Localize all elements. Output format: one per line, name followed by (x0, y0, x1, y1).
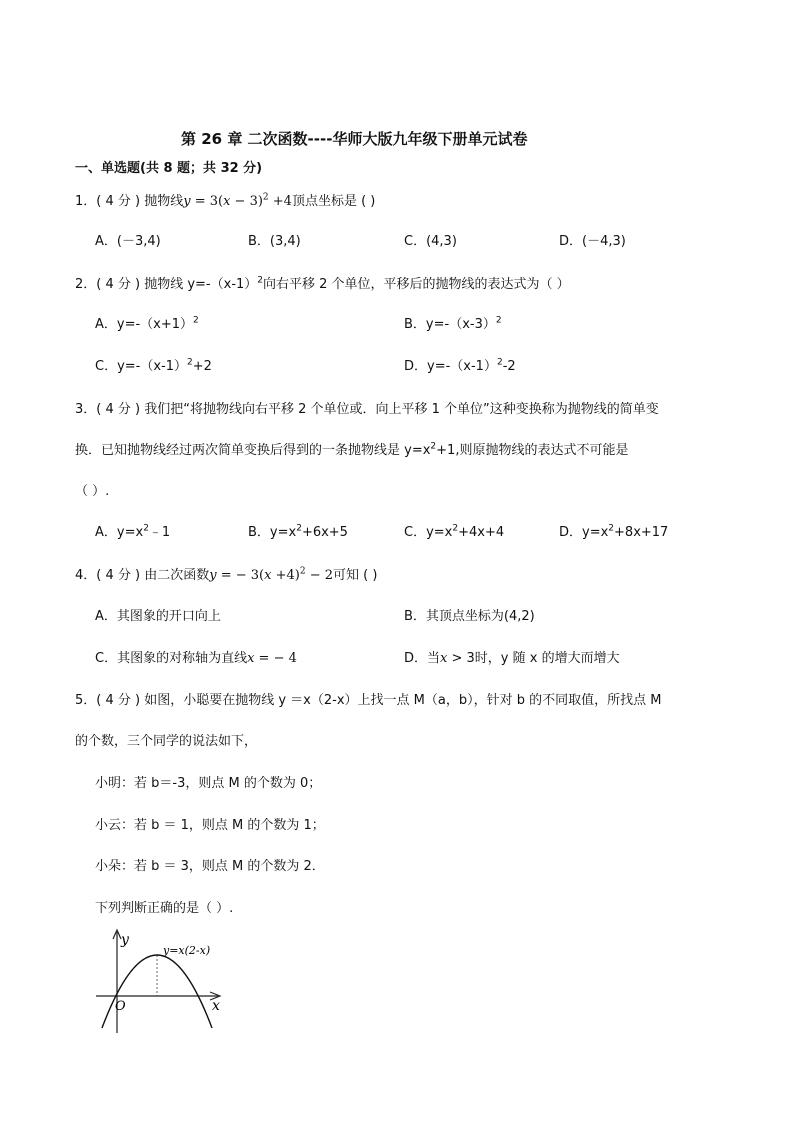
q1-option-d: D．(－4,3) (559, 234, 626, 249)
question-3-line-3: （ ）. (75, 484, 110, 499)
q1-formula: $y = 3(x - 3)^2 +4$ (183, 192, 292, 209)
q2-option-d: D．$y=-(x-1)^2-2$ (404, 357, 516, 374)
q3-option-b: B．$y=x^2+6x+5$ (248, 523, 348, 540)
q1-stem-prefix: 1．( 4 分 ) 抛物线 (75, 194, 184, 209)
section-heading: 一、单选题(共 8 题；共 32 分) (75, 161, 263, 176)
question-5-line-1: 5．( 4 分 ) 如图，小聪要在抛物线 y ＝x（2-x）上找一点 M（a，b），针对 b 的不同取值，所找点 M (75, 693, 662, 708)
q4-option-a: A．其图象的开口向上 (95, 609, 221, 624)
question-5-ask: 下列判断正确的是（ ）. (95, 901, 234, 916)
question-5-line-2: 的个数，三个同学的说法如下， (75, 734, 258, 749)
q1-option-b: B．(3,4) (248, 234, 301, 249)
curve-label: y=x(2-x) (163, 944, 211, 957)
q4-formula: y = − $3(x +4)^2 - 2$ (209, 566, 333, 583)
origin-label: O (115, 999, 126, 1014)
exam-title: 第 26 章 二次函数----华师大版九年级下册单元试卷 (181, 130, 528, 148)
q2-option-a: A．$y=-(x+1)^2$ (95, 315, 199, 332)
q3-option-c: C．$y=x^2+4x+4$ (404, 523, 505, 540)
statement-xiaoduo: 小朵：若 b ＝ 3，则点 M 的个数为 2． (95, 859, 325, 874)
q4-option-c: C．其图象的对称轴为直线x = − 4 (95, 651, 297, 666)
q2-option-c: C．$y=-(x-1)^2+2$ (95, 357, 212, 374)
q1-option-c: C．(4,3) (404, 234, 457, 249)
q1-option-a: A．(－3,4) (95, 234, 161, 249)
q4-option-d: D．当x > 3时，y 随 x 的增大而增大 (404, 651, 620, 666)
q4-option-b: B．其顶点坐标为(4,2) (404, 609, 535, 624)
q1-stem-suffix: 顶点坐标是 ( ) (291, 194, 376, 209)
q3-option-a: A．$y=x^2﹣1$ (95, 523, 171, 540)
x-axis-label: x (212, 998, 220, 1014)
parabola-figure (90, 928, 240, 1038)
q3-option-d: D．$y=x^2+8x+17$ (559, 523, 669, 540)
y-axis-label: y (121, 932, 129, 948)
question-4-stem: 4．( 4 分 ) 由二次函数y = − $3(x +4)^2 - 2$可知 ( ) (75, 566, 378, 583)
question-1-stem (75, 193, 375, 211)
statement-xiaoyun: 小云：若 b ＝ 1，则点 M 的个数为 1； (95, 818, 325, 833)
question-2-stem: 2．( 4 分 ) 抛物线 $y=-(x-1)^2$向右平移 2 个单位，平移后的抛物线的表达式为（ ） (75, 275, 570, 292)
q2-option-b: B．$y=-(x-3)^2$ (404, 315, 502, 332)
question-3-line-2: 换．已知抛物线经过两次简单变换后得到的一条抛物线是 $y=x^2+1$,则原抛物线的表达式不可能是 (75, 441, 629, 458)
statement-xiaoming: 小明：若 b＝-3，则点 M 的个数为 0； (95, 776, 322, 791)
question-3-line-1: 3．( 4 分 ) 我们把“将抛物线向右平移 2 个单位或．向上平移 1 个单位”这种变换称为抛物线的简单变 (75, 402, 659, 417)
